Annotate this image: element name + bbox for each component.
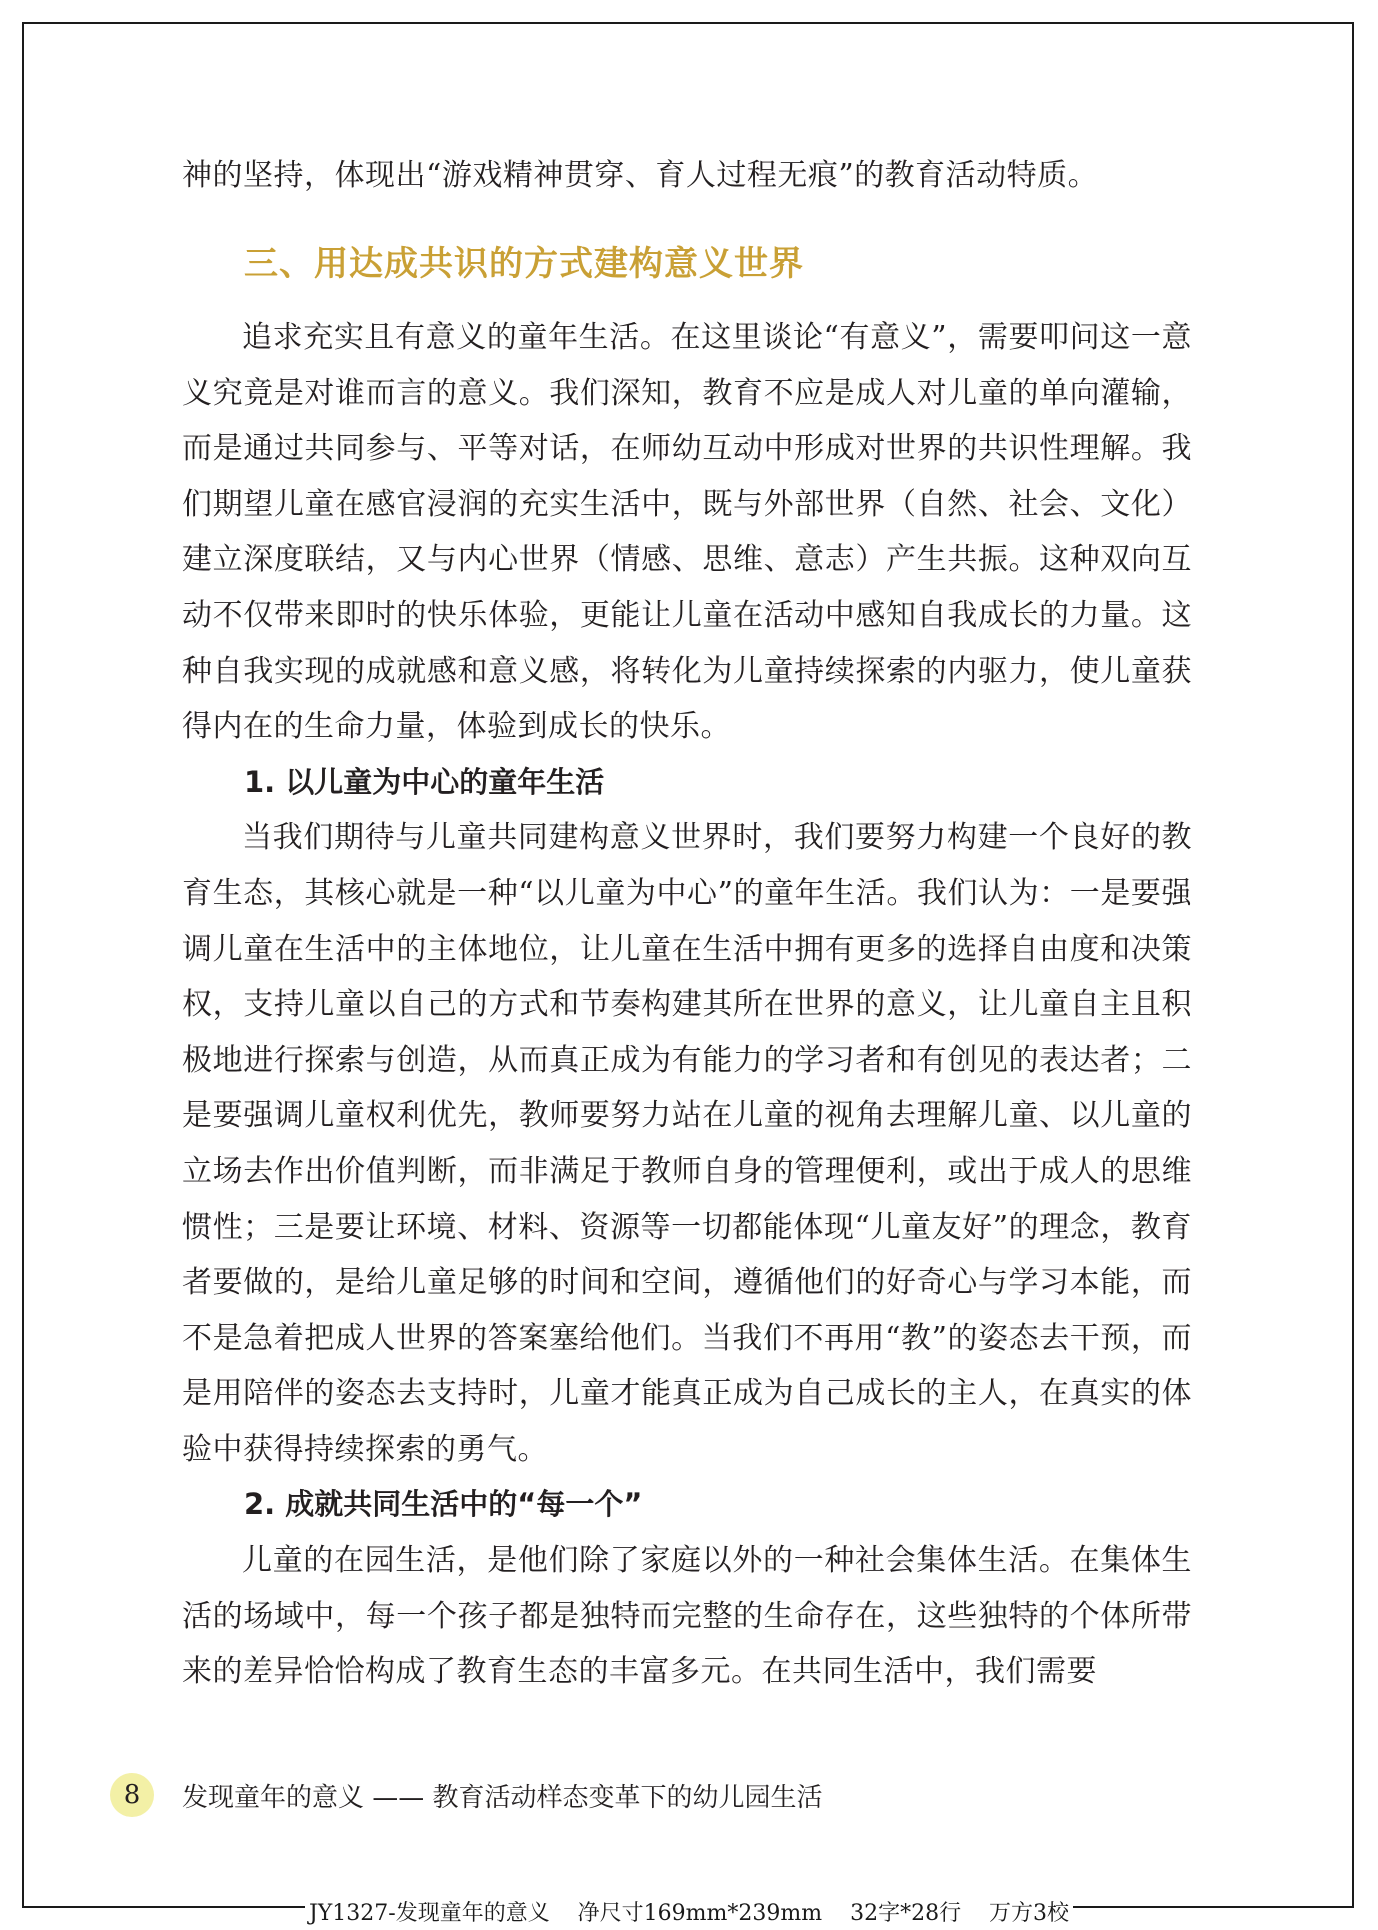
page-number: 8 (110, 1773, 154, 1817)
page-footer (110, 1770, 823, 1820)
subheading-1: 1. 以儿童为中心的童年生活 (244, 764, 605, 799)
top-text-block (182, 148, 1192, 204)
section-heading: 三、用达成共识的方式建构意义世界 (244, 244, 804, 284)
subheading-2: 2. 成就共同生活中的“每一个” (244, 1487, 643, 1522)
running-head: 发现童年的意义 —— 教育活动样态变革下的幼儿园生活 (182, 1782, 823, 1813)
paragraph-3: 儿童的在园生活，是他们除了家庭以外的一种社会集体生活。在集体生活的场域中，每一个孩子都是独特而完整的生命存在，这些独特的个体所带来的差异恰恰构成了教育生态的丰富多元。在共同生活中，我们需要 (182, 1543, 1192, 1690)
print-imprint-line (0, 1896, 1378, 1927)
imprint-text: JY1327-发现童年的意义 净尺寸169mm*239mm 32字*28行 万方3校 (305, 1901, 1073, 1926)
paragraph-1: 追求充实且有意义的童年生活。在这里谈论“有意义”，需要叩问这一意义究竟是对谁而言的意义。我们深知，教育不应是成人对儿童的单向灌输，而是通过共同参与、平等对话，在师幼互动中形成对世界的共识性理解。我们期望儿童在感官浸润的充实生活中，既与外部世界（自然、社会、文化）建立深度联结，又与内心世界（情感、思维、意志）产生共振。这种双向互动不仅带来即时的快乐体验，更能让儿童在活动中感知自我成长的力量。这种自我实现的成就感和意义感，将转化为儿童持续探索的内驱力，使儿童获得内在的生命力量，体验到成长的快乐。 (182, 320, 1192, 745)
body-text (182, 310, 1192, 1700)
paragraph-2: 当我们期待与儿童共同建构意义世界时，我们要努力构建一个良好的教育生态，其核心就是一种“以儿童为中心”的童年生活。我们认为：一是要强调儿童在生活中的主体地位，让儿童在生活中拥有更多的选择自由度和决策权，支持儿童以自己的方式和节奏构建其所在世界的意义，让儿童自主且积极地进行探索与创造，从而真正成为有能力的学习者和有创见的表达者；二是要强调儿童权利优先，教师要努力站在儿童的视角去理解儿童、以儿童的立场去作出价值判断，而非满足于教师自身的管理便利，或出于成人的思维惯性；三是要让环境、材料、资源等一切都能体现“儿童友好”的理念，教育者要做的，是给儿童足够的时间和空间，遵循他们的好奇心与学习本能，而不是急着把成人世界的答案塞给他们。当我们不再用“教”的姿态去干预，而是用陪伴的姿态去支持时，儿童才能真正成为自己成长的主人，在真实的体验中获得持续探索的勇气。 (182, 820, 1192, 1467)
continued-paragraph: 神的坚持，体现出“游戏精神贯穿、育人过程无痕”的教育活动特质。 (182, 158, 1099, 193)
